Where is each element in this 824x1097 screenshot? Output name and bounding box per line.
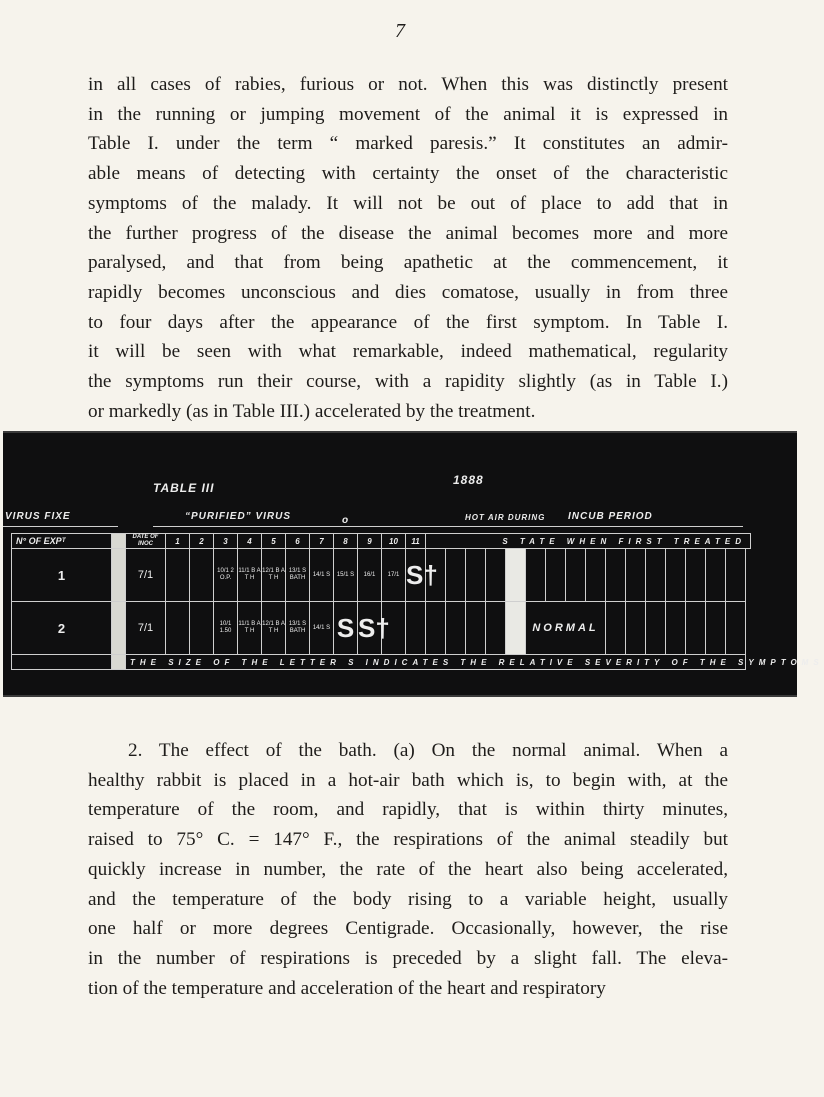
day-header: 10 bbox=[382, 534, 406, 549]
header-virus-fixe: VIRUS FIXE bbox=[5, 511, 71, 522]
text-line: symptoms of the malady. It will not be out of place to add that in bbox=[88, 192, 728, 214]
page-number: 7 bbox=[395, 20, 405, 42]
experiment-grid bbox=[11, 533, 824, 670]
day-cell: 10/1 2 O.P. bbox=[214, 549, 238, 602]
text-line: raised to 75° C. = 147° F., the respirations of the animal steadily but bbox=[88, 829, 728, 851]
empty-cell bbox=[686, 549, 706, 602]
text-line: paralysed, and that from being apathetic at the commencement, it bbox=[88, 252, 728, 274]
day-cell bbox=[166, 549, 190, 602]
day-cell: 12/1 B A T H bbox=[262, 602, 286, 655]
inoc-date: 7/1 bbox=[126, 549, 166, 602]
state-when-first-treated-header bbox=[426, 534, 751, 549]
text-line: the further progress of the disease the animal becomes more and more bbox=[88, 222, 728, 244]
day-header: 11 bbox=[406, 534, 426, 549]
text-line: in the running or jumping movement of the animal it is expressed in bbox=[88, 103, 728, 125]
table-year: 1888 bbox=[453, 473, 484, 487]
text-line: Table I. under the term “ marked paresis.” It constitutes an admir- bbox=[88, 133, 728, 155]
header-purified-virus: “PURIFIED” VIRUS bbox=[185, 511, 292, 522]
empty-cell bbox=[666, 602, 686, 655]
empty-cell bbox=[626, 549, 646, 602]
no-of-exp-header: N° OF EXPᵀ bbox=[12, 534, 112, 549]
empty-cell bbox=[466, 549, 486, 602]
empty-cell bbox=[726, 602, 746, 655]
spacer-cell bbox=[112, 602, 126, 655]
footer-row bbox=[12, 655, 751, 670]
empty-cell bbox=[506, 602, 526, 655]
day-cell: 12/1 B A T H bbox=[262, 549, 286, 602]
empty-cell bbox=[706, 549, 726, 602]
table-title: TABLE III bbox=[153, 481, 215, 495]
day-header: 1 bbox=[166, 534, 190, 549]
text-line: and the temperature of the body rising to a variable height, usually bbox=[88, 888, 728, 910]
empty-cell bbox=[626, 602, 646, 655]
exp-number: 2 bbox=[12, 602, 112, 655]
text-line: the symptoms run their course, with a rapidity slightly (as in Table I.) bbox=[88, 371, 728, 393]
day-cell: 14/1 S bbox=[310, 549, 334, 602]
normal-note: NORMAL bbox=[526, 602, 606, 655]
day-header: 7 bbox=[310, 534, 334, 549]
text-line: it will be seen with what remarkable, indeed mathematical, regularity bbox=[88, 341, 728, 363]
severity-marker: S† bbox=[358, 602, 382, 655]
footer-note bbox=[126, 655, 824, 670]
header-underline bbox=[3, 526, 118, 527]
text-line: tion of the temperature and acceleration of the heart and respiratory bbox=[88, 977, 606, 999]
empty-cell bbox=[546, 549, 566, 602]
severity-marker: S† bbox=[406, 549, 426, 602]
header-circle-mark: o bbox=[342, 515, 350, 526]
text-line: to four days after the appearance of the first symptom. In Table I. bbox=[88, 311, 728, 333]
text-line: or markedly (as in Table III.) accelerated by the treatment. bbox=[88, 400, 536, 422]
day-cell: 11/1 B A T H bbox=[238, 602, 262, 655]
empty-cell bbox=[446, 549, 466, 602]
spacer-cell bbox=[112, 655, 126, 670]
empty-cell bbox=[486, 602, 506, 655]
day-cell: 16/1 bbox=[358, 549, 382, 602]
empty-cell bbox=[486, 549, 506, 602]
date-of-inoc-header: DATE OF INOC bbox=[126, 534, 166, 549]
day-header: 9 bbox=[358, 534, 382, 549]
experiment-row-2 bbox=[12, 602, 751, 655]
day-cell bbox=[190, 549, 214, 602]
empty-cell bbox=[646, 602, 666, 655]
text-line: 2. The effect of the bath. (a) On the normal animal. When a bbox=[128, 740, 728, 761]
severity-marker: S bbox=[334, 602, 358, 655]
exp-number: 1 bbox=[12, 549, 112, 602]
day-cell: 10/1 1.50 bbox=[214, 602, 238, 655]
day-header: 5 bbox=[262, 534, 286, 549]
text-line: quickly increase in number, the rate of the heart also being accelerated, bbox=[88, 858, 728, 880]
day-cell: 11/1 B A T H bbox=[238, 549, 262, 602]
text-line: temperature of the room, and rapidly, that is within thirty minutes, bbox=[88, 799, 728, 821]
text-line: in the number of respirations is preceded by a slight fall. The eleva- bbox=[88, 947, 728, 969]
day-cell bbox=[190, 602, 214, 655]
empty-cell bbox=[726, 549, 746, 602]
empty-cell bbox=[446, 602, 466, 655]
text-line: rapidly becomes unconscious and dies comatose, usually in from three bbox=[88, 281, 728, 303]
spacer-cell bbox=[112, 534, 126, 549]
day-cell: 17/1 bbox=[382, 549, 406, 602]
text-line: one half or more degrees Centigrade. Occasionally, however, the rise bbox=[88, 918, 728, 940]
day-header: 3 bbox=[214, 534, 238, 549]
empty-cell bbox=[526, 549, 546, 602]
header-underline bbox=[153, 526, 743, 527]
empty-cell bbox=[466, 602, 486, 655]
inoc-date: 7/1 bbox=[126, 602, 166, 655]
empty-cell bbox=[406, 602, 426, 655]
text-line: able means of detecting with certainty the onset of the characteristic bbox=[88, 163, 728, 185]
empty-cell bbox=[686, 602, 706, 655]
day-cell bbox=[166, 602, 190, 655]
empty-cell bbox=[12, 655, 112, 670]
text-line: in all cases of rabies, furious or not. When this was distinctly present bbox=[88, 74, 728, 95]
text-line: healthy rabbit is placed in a hot-air bath which is, to begin with, at the bbox=[88, 769, 728, 791]
day-header: 8 bbox=[334, 534, 358, 549]
empty-cell bbox=[426, 602, 446, 655]
state-header-text: S TATE WHEN FIRST TREATED bbox=[502, 536, 746, 546]
day-header: 4 bbox=[238, 534, 262, 549]
day-cell: 15/1 S bbox=[334, 549, 358, 602]
empty-cell bbox=[666, 549, 686, 602]
header-incub-period: INCUB PERIOD bbox=[568, 511, 653, 522]
day-cell: 13/1 S BATH bbox=[286, 549, 310, 602]
empty-cell bbox=[606, 549, 626, 602]
table-iii-photo bbox=[3, 431, 824, 697]
empty-cell bbox=[606, 602, 626, 655]
column-header-row bbox=[12, 534, 751, 549]
day-header: 6 bbox=[286, 534, 310, 549]
paragraph-top bbox=[88, 70, 728, 426]
day-header: 2 bbox=[190, 534, 214, 549]
spacer-cell bbox=[112, 549, 126, 602]
day-cell: 14/1 S bbox=[310, 602, 334, 655]
day-cell: 13/1 S BATH bbox=[286, 602, 310, 655]
footer-note-text: THE SIZE OF THE LETTER S INDICATES THE RELATIVE SEVERITY OF THE SYMPTOMS bbox=[130, 657, 824, 667]
header-hot-air: HOT AIR DURING bbox=[465, 513, 546, 522]
empty-cell bbox=[566, 549, 586, 602]
empty-cell bbox=[506, 549, 526, 602]
empty-cell bbox=[586, 549, 606, 602]
paragraph-bottom bbox=[88, 736, 728, 1003]
experiment-row-1 bbox=[12, 549, 751, 602]
empty-cell bbox=[706, 602, 726, 655]
empty-cell bbox=[646, 549, 666, 602]
